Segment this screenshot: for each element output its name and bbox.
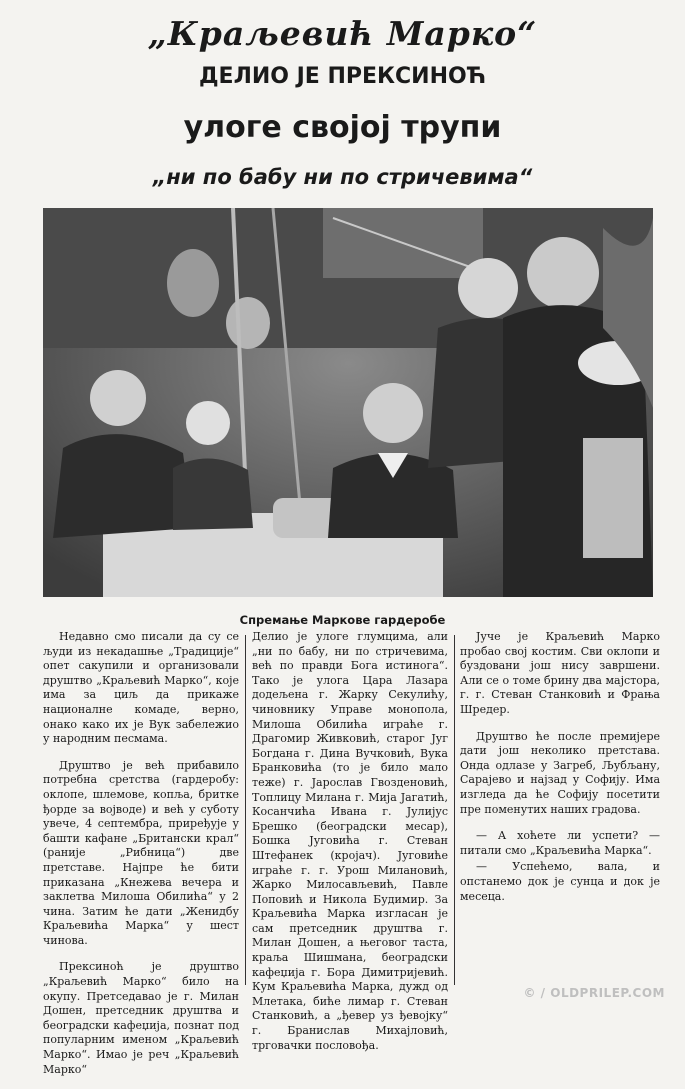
paragraph: Делио је улоге глумцима, али „ни по бабу, ни по стричевима, већ по правди Бога истинога“. Тако је улога Цара Лазара додељена г. Жарку Секулићу, чиновнику Управе монопола, Милоша Обилића играће г. Драгомир Живковић, старог Југ Богдана г. Дина Вучковић, Вука Бранковића (то је било мало теже) г. Јарослав Гвозденовић, Топлицу Милана г. Мија Јагатић, Косанчића Ивана г. Јулијус Брешко (београдски месар), Бошка Југовића г. Стеван Штефанек (кројач). Југовиће играће г. г. Урош Милановић, Жарко Милосављевић, Павле Поповић и Никола Будимир. За Краљевића Марка изгласан је сам претседник друштва г. Милан Дошен, а његовог таста, краља Шишмана, београдски кафеџија г. Бора Димитријевић. Кум Краљевића Марка, дужд од Млетака, биће лимар г. Стеван Станковић, а „ђевер уз ђевојку“ г. Бранислав Михајловић, трговачки пословођа. — [252, 630, 448, 1052]
headline-subtitle: „ни по бабу ни по стричевима“ — [152, 165, 533, 189]
paragraph: Друштво је већ прибавило потребна сретства (гардеробу: оклопе, шлемове, копља, бритке ђорде за војводе) и већ у суботу увече, 4 септембра, приређује у башти кафане „Британски крал“ (раније „Рибница“) две претставе. Најпре ће бити приказана „Кнежева вечера и заклетва Милоша Обилића“ у 2 чина. Затим ће дати „Женидбу Краљевића Марка“ у шест чинова. — [43, 758, 239, 947]
article-photo — [43, 208, 653, 597]
article-column-1 — [43, 630, 239, 1089]
watermark: © / OLDPRILEP.COM — [523, 986, 665, 1000]
photo-caption: Спремање Маркове гардеробе — [239, 613, 446, 627]
column-divider — [454, 635, 455, 985]
paragraph: — Успећемо, вала, и опстанемо док је сунца и док је месеца. — [460, 860, 660, 903]
paragraph: Друштво ће после премијере дати још неколико претстава. Онда одлазе у Загреб, Љубљану, Сарајево и најзад у Софију. Има изгледа да ће Софију посетити пре поменутих наших градова. — [460, 729, 660, 816]
paragraph: Прексиноћ је друштво „Краљевић Марко“ било на окупу. Претседавао је г. Милан Дошен, претседник друштва и београдски кафеџија, познат под популарним именом „Краљевић Марко“. Имао је реч „Краљевић Марко“ — [43, 960, 239, 1076]
headline-line-2: ДЕЛИО ЈЕ ПРЕКСИНОЋ — [198, 64, 487, 89]
paragraph: — А хоћете ли успети? — питали смо „Краљевића Марка“. — [460, 829, 660, 857]
column-divider — [245, 635, 246, 985]
paragraph: Јуче је Краљевић Марко пробао свој костим. Сви оклопи и буздовани још нису завршени. Али се о томе брину два мајстора, г. г. Стеван Станковић и Фрања Шредер. — [460, 630, 660, 716]
headline-line-3: улоге својој трупи — [183, 110, 502, 145]
article-column-3 — [460, 630, 660, 916]
photo-illustration — [43, 208, 653, 597]
paragraph: Недавно смо писали да су се људи из некадашње „Традиције“ опет сакупили и организовали друштво „Краљевић Марко“, које има за циљ да прикаже националне комаде, верно, онако како их је Вук забележио у народним песмама. — [43, 630, 239, 746]
headline-title: „Краљевић Марко“ — [147, 14, 538, 53]
